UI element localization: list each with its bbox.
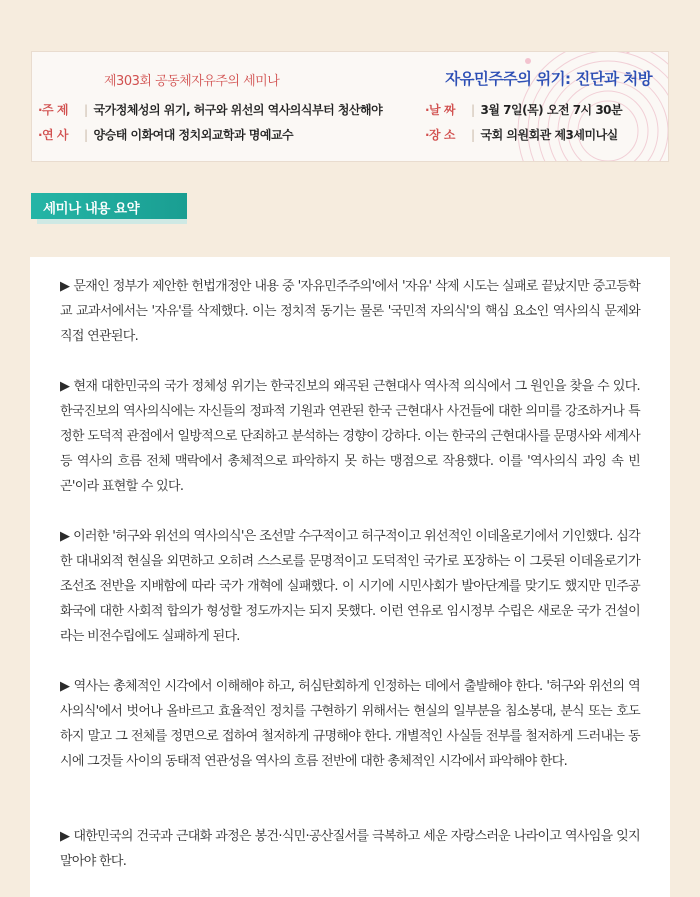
section-label: 세미나 내용 요약 bbox=[43, 201, 140, 217]
seminar-number: 제303회 공동체자유주의 세미나 bbox=[104, 74, 280, 89]
summary-paragraph-2: ▶ 현재 대한민국의 국가 정체성 위기는 한국진보의 왜곡된 근현대사 역사적 의식에서 그 원인을 찾을 수 있다. 한국진보의 역사의식에는 자신들의 정파적 기원과 연관된 한국 근현대사 사건들에 대한 의미를 강조하거나 특정한 도덕적 관점에서 일방적으로 단죄하고 분석하는 경향이 강하다. 이는 한국의 근현대사를 문명사와 세계사 등 역사의 흐름 전체 맥락에서 총체적으로 파악하지 못 하는 맹점으로 작용했다. 이를 '역사의식 과잉 속 빈곤'이라 표현할 수 있다. bbox=[60, 379, 640, 494]
seminar-title: 자유민주주의 위기: 진단과 처방 bbox=[445, 70, 652, 88]
summary-paragraph-5: ▶ 대한민국의 건국과 근대화 과정은 봉건·식민·공산질서를 극복하고 세운 자랑스러운 나라이고 역사임을 잊지 말아야 한다. bbox=[60, 829, 640, 869]
date-label: ·날 짜 bbox=[425, 103, 455, 117]
seminar-info-box bbox=[31, 51, 669, 162]
place-value: 국회 의원회관 제3세미나실 bbox=[480, 128, 618, 142]
summary-paragraph-1: ▶ 문재인 정부가 제안한 헌법개정안 내용 중 '자유민주주의'에서 '자유' 삭제 시도는 실패로 끝났지만 중고등학교 교과서에서는 '자유'를 삭제했다. 이는 정치적 동기는 물론 '국민적 자의식'의 핵심 요소인 역사의식 문제와 직접 연관된다. bbox=[60, 279, 640, 344]
topic-row: ·주 제 | 국가정체성의 위기, 허구와 위선의 역사의식부터 청산해야 bbox=[38, 103, 383, 117]
place-row: ·장 소 | 국회 의원회관 제3세미나실 bbox=[425, 128, 618, 142]
summary-content bbox=[30, 257, 670, 897]
topic-value: 국가정체성의 위기, 허구와 위선의 역사의식부터 청산해야 bbox=[93, 103, 383, 117]
summary-paragraph-4: ▶ 역사는 총체적인 시각에서 이해해야 하고, 허심탄회하게 인정하는 데에서 출발해야 한다. '허구와 위선의 역사의식'에서 벗어나 올바르고 효율적인 정치를 구현하기 위해서는 현실의 일부분을 침소봉대, 분식 또는 호도하지 말고 그 전체를 정면으로 접하여 철저하게 규명해야 한다. 개별적인 사실들 전부를 철저하게 드러내는 동시에 그것들 사이의 동태적 연관성을 역사의 흐름 전반에 대한 총체적인 시각에서 파악해야 한다. bbox=[60, 679, 640, 769]
date-value: 3월 7일(목) 오전 7시 30분 bbox=[480, 103, 623, 117]
section-label-tag bbox=[31, 193, 187, 219]
speaker-row: ·연 사 | 양승태 이화여대 정치외교학과 명예교수 bbox=[38, 128, 294, 142]
topic-label: ·주 제 bbox=[38, 103, 68, 117]
summary-paragraph-3: ▶ 이러한 '허구와 위선의 역사의식'은 조선말 수구적이고 허구적이고 위선적인 이데올로기에서 기인했다. 심각한 대내외적 현실을 외면하고 오히려 스스로를 문명적이고 도덕적인 국가로 포장하는 이 그릇된 이데올로기가 조선조 전반을 지배함에 따라 국가 개혁에 실패했다. 이 시기에 시민사회가 발아단계를 맞기도 했지만 민주공화국에 대한 사회적 합의가 형성할 정도까지는 되지 못했다. 이런 연유로 임시정부 수립은 새로운 국가 건설이라는 비전수립에도 실패하게 된다. bbox=[60, 529, 640, 644]
date-row: ·날 짜 | 3월 7일(목) 오전 7시 30분 bbox=[425, 103, 623, 117]
place-label: ·장 소 bbox=[425, 128, 455, 142]
speaker-value: 양승태 이화여대 정치외교학과 명예교수 bbox=[93, 128, 294, 142]
speaker-label: ·연 사 bbox=[38, 128, 68, 142]
